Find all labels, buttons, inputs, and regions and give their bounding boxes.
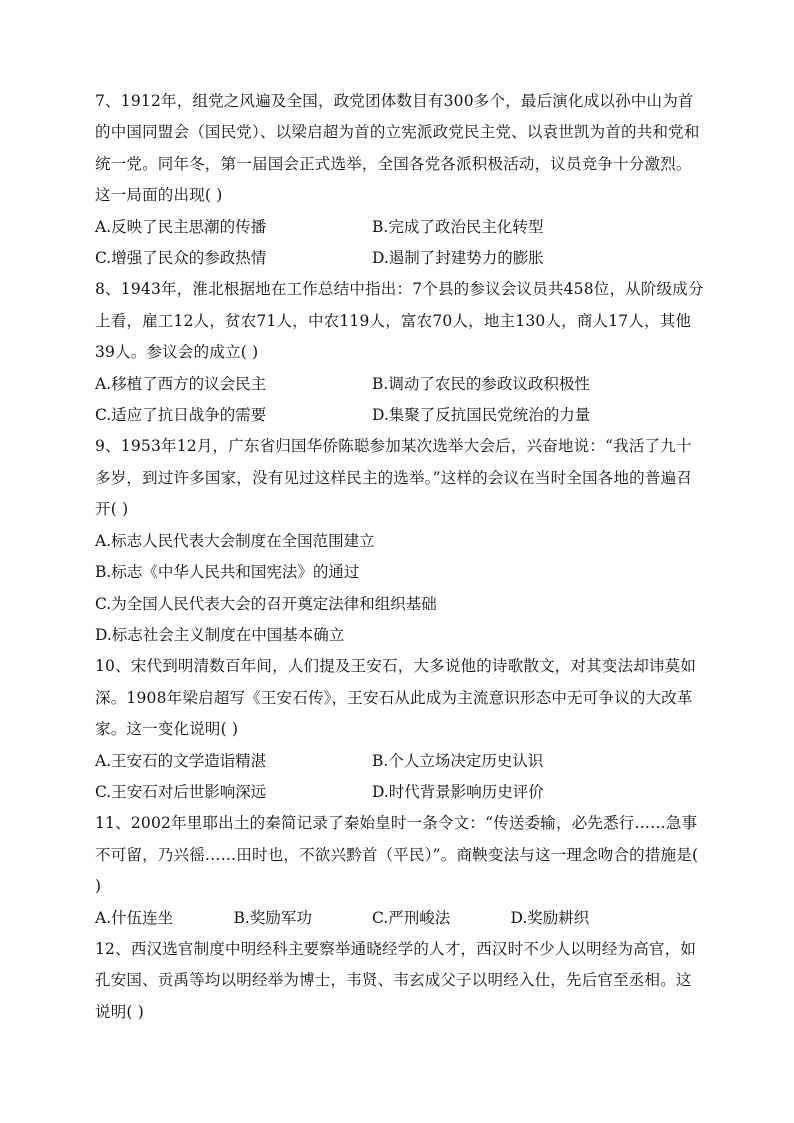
option-a: A.王安石的文学造诣精湛 bbox=[95, 751, 267, 770]
question-10 bbox=[95, 651, 705, 808]
option-b: B.个人立场决定历史认识 bbox=[372, 751, 544, 770]
option-row bbox=[95, 212, 705, 243]
option-c: C.适应了抗日战争的需要 bbox=[95, 406, 267, 425]
question-stem: 12、西汉选官制度中明经科主要察举通晓经学的人才，西汉时不少人以明经为高官，如孔安国、贡禹等均以明经举为博士，韦贤、韦玄成父子以明经入仕，先后官至丞相。这说明( ) bbox=[95, 939, 697, 1021]
option-b: B.奖励军功 bbox=[233, 908, 312, 927]
question-stem: 10、宋代到明清数百年间，人们提及王安石，大多说他的诗歌散文，对其变法却讳莫如深。1908年梁启超写《王安石传》，王安石从此成为主流意识形态中无可争议的大改革家。这一变化说明( ) bbox=[95, 657, 697, 739]
option-b: B.调动了农民的参政议政积极性 bbox=[372, 374, 590, 393]
option-d: D.标志社会主义制度在中国基本确立 bbox=[95, 625, 345, 644]
option-a: A.什伍连坐 bbox=[95, 908, 174, 927]
question-stem: 8、1943年，淮北根据地在工作总结中指出：7个县的参议会议员共458位，从阶级成分上看，雇工12人，贫农71人，中农119人，富农70人，地主130人，商人17人，其他39人。参议会的成立( ) bbox=[95, 280, 704, 362]
option-row bbox=[95, 243, 705, 274]
option-a: A.标志人民代表大会制度在全国范围建立 bbox=[95, 531, 375, 550]
option-row bbox=[95, 746, 705, 777]
question-stem: 11、2002年里耶出土的秦简记录了秦始皇时一条令文：“传送委输，必先悉行……急事不可留，乃兴徭……田时也，不欲兴黔首（平民）”。商鞅变法与这一理念吻合的措施是( ) bbox=[95, 814, 699, 896]
question-stem: 9、1953年12月，广东省归国华侨陈聪参加某次选举大会后，兴奋地说：“我活了九十多岁，到过许多国家，没有见过这样民主的选举。”这样的会议在当时全国各地的普遍召开( ) bbox=[95, 437, 692, 519]
option-c: C.增强了民众的参政热情 bbox=[95, 249, 267, 268]
question-12 bbox=[95, 934, 705, 1028]
option-b: B.完成了政治民主化转型 bbox=[372, 217, 544, 236]
question-11 bbox=[95, 808, 705, 934]
exam-page bbox=[95, 86, 705, 1028]
option-row bbox=[95, 903, 705, 934]
question-7 bbox=[95, 86, 705, 274]
option-c: C.严刑峻法 bbox=[372, 908, 451, 927]
option-row bbox=[95, 400, 705, 431]
option-a: A.移植了西方的议会民主 bbox=[95, 374, 267, 393]
option-row bbox=[95, 369, 705, 400]
option-c: C.王安石对后世影响深远 bbox=[95, 782, 267, 801]
question-stem: 7、1912年，组党之风遍及全国，政党团体数目有300多个，最后演化成以孙中山为首的中国同盟会（国民党）、以梁启超为首的立宪派政党民主党、以袁世凯为首的共和党和统一党。同年冬，第一届国会正式选举，全国各党各派积极活动，议员竞争十分激烈。这一局面的出现( ) bbox=[95, 92, 700, 205]
option-d: D.奖励耕织 bbox=[510, 908, 590, 927]
option-d: D.遏制了封建势力的膨胀 bbox=[372, 249, 544, 268]
question-9 bbox=[95, 431, 705, 651]
option-d: D.集聚了反抗国民党统治的力量 bbox=[372, 406, 591, 425]
question-8 bbox=[95, 274, 705, 431]
option-row bbox=[95, 777, 705, 808]
option-a: A.反映了民主思潮的传播 bbox=[95, 217, 267, 236]
option-d: D.时代背景影响历史评价 bbox=[372, 782, 544, 801]
option-c: C.为全国人民代表大会的召开奠定法律和组织基础 bbox=[95, 594, 437, 613]
option-b: B.标志《中华人民共和国宪法》的通过 bbox=[95, 563, 360, 582]
